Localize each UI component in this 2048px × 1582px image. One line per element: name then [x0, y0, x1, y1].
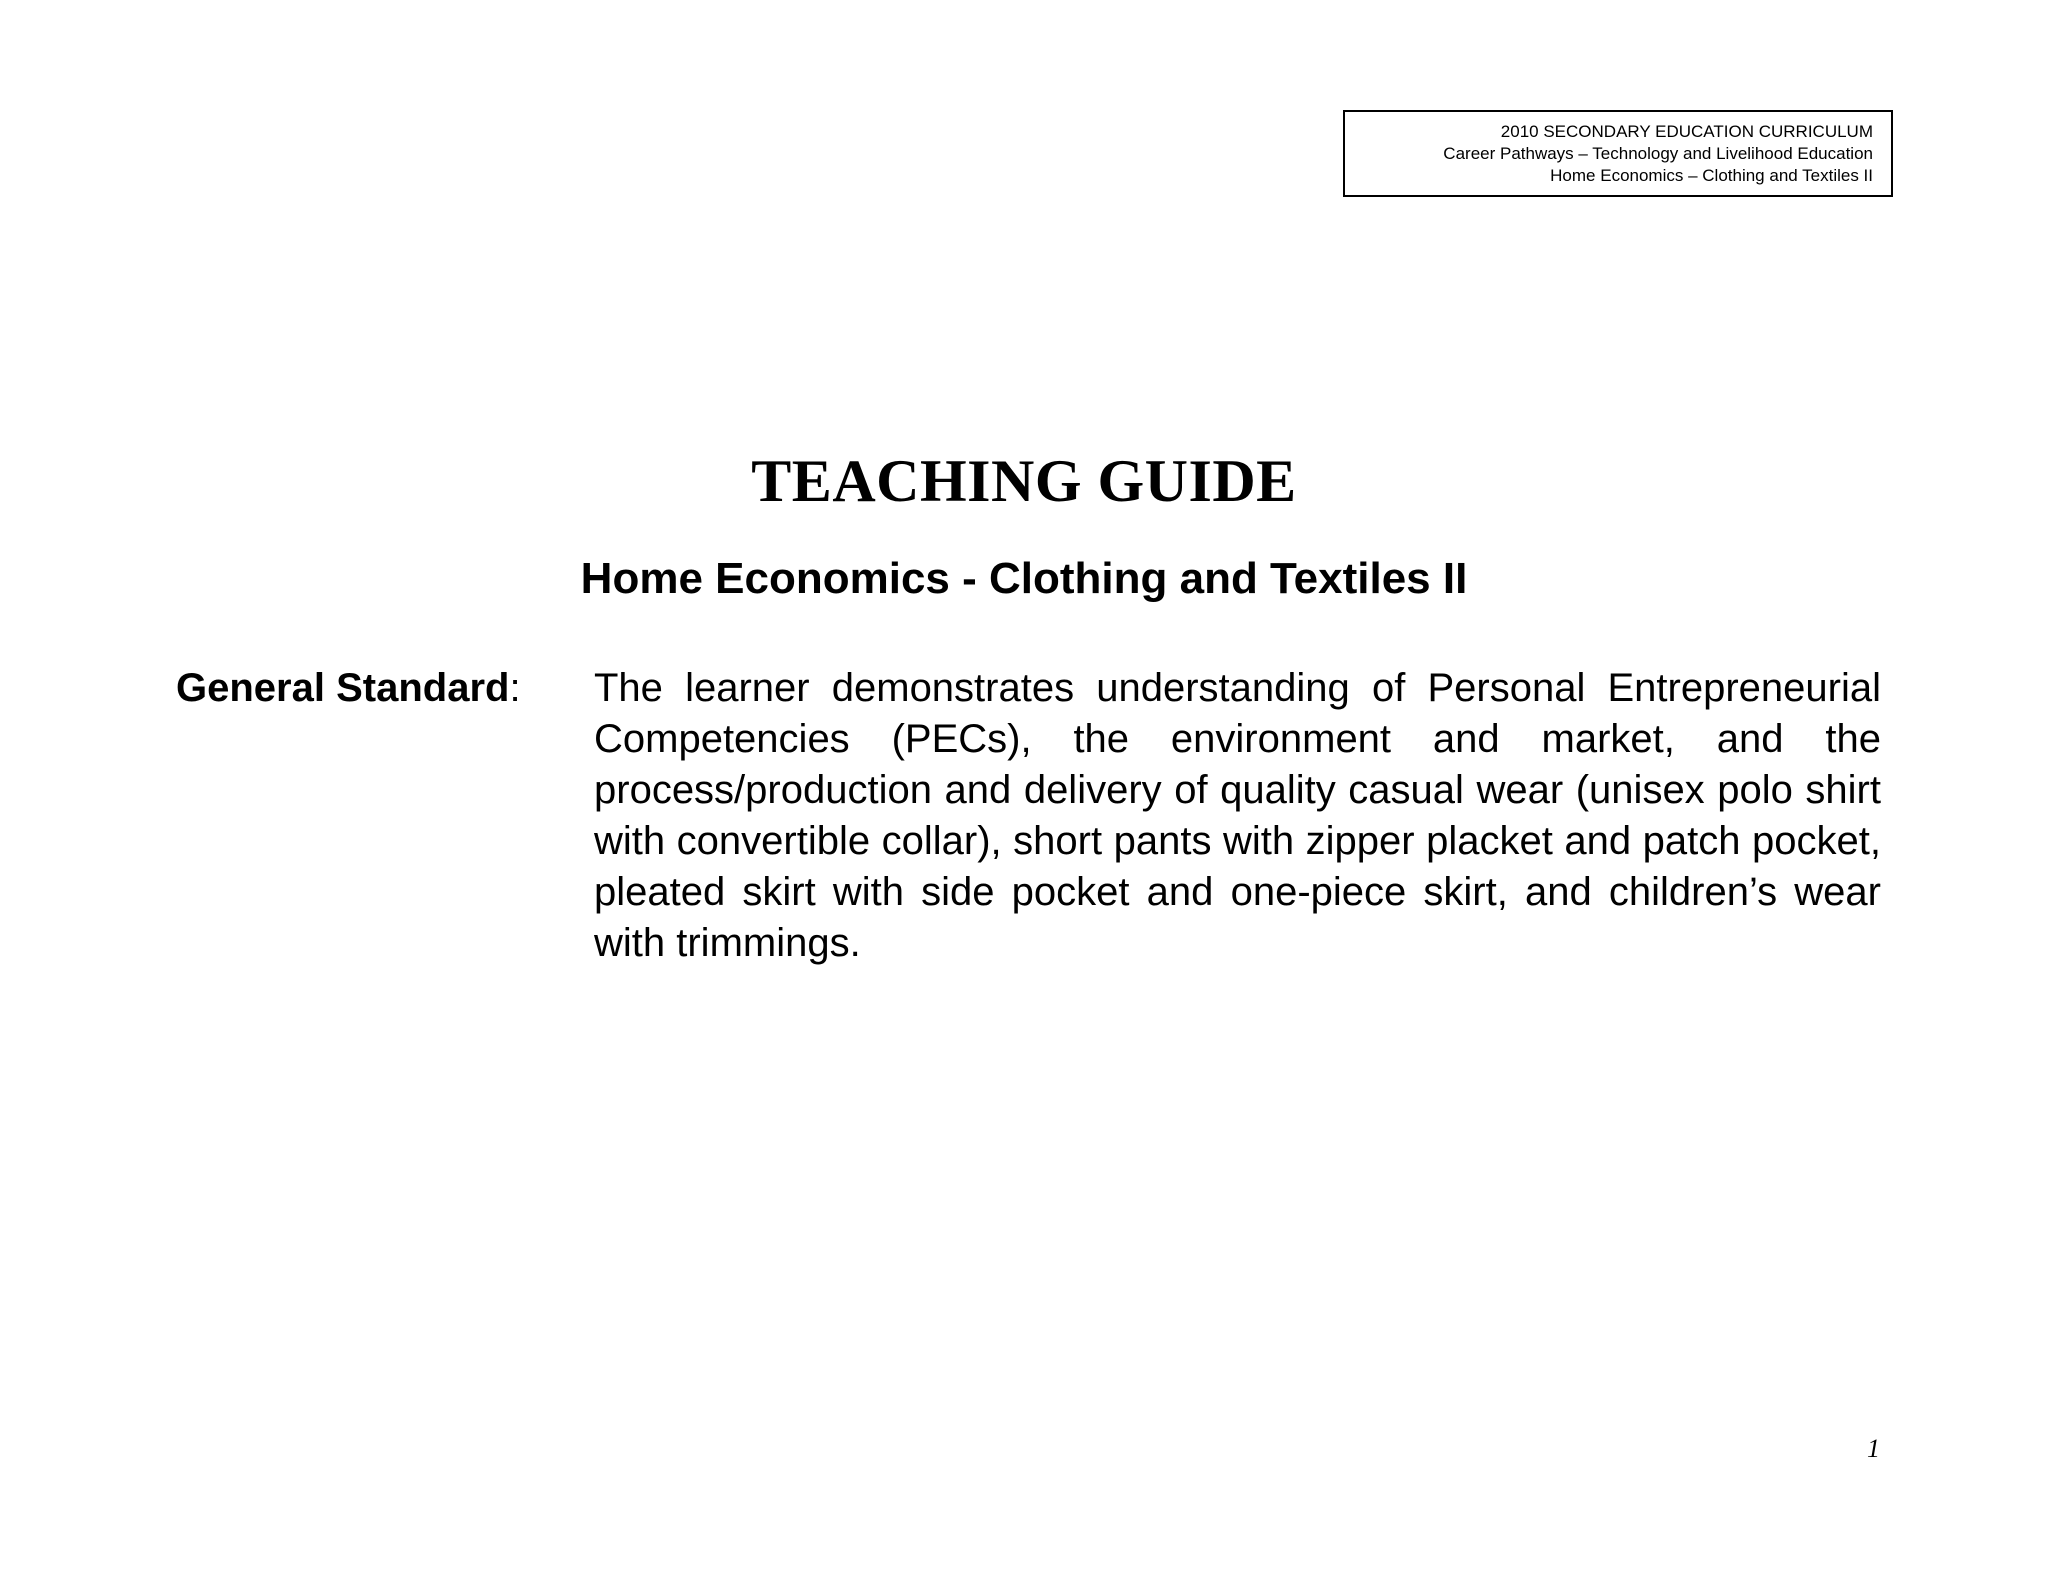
general-standard-text: The learner demonstrates understanding of Personal Entrepreneurial Competencies (PECs), the environment and market, and the process/production and delivery of quality casual wear (unisex polo shirt with convertible collar), short pants with zipper placket and patch pocket, pleated skirt with side pocket and one-piece skirt, and children’s wear with trimmings.	[594, 666, 1881, 965]
page-subtitle: Home Economics - Clothing and Textiles II	[580, 554, 1468, 603]
general-standard-label: General Standard	[176, 666, 510, 710]
header-line-curriculum: 2010 SECONDARY EDUCATION CURRICULUM	[1500, 122, 1873, 141]
header-line-subject: Home Economics – Clothing and Textiles II	[1550, 166, 1873, 185]
page-title: TEACHING GUIDE	[751, 448, 1297, 514]
general-standard-separator: :	[509, 666, 521, 710]
general-standard-label-row	[176, 663, 521, 714]
curriculum-header-box	[1343, 110, 1893, 197]
page-number: 1	[1867, 1434, 1880, 1463]
header-line-career-pathways: Career Pathways – Technology and Livelihood Education	[1443, 144, 1873, 163]
